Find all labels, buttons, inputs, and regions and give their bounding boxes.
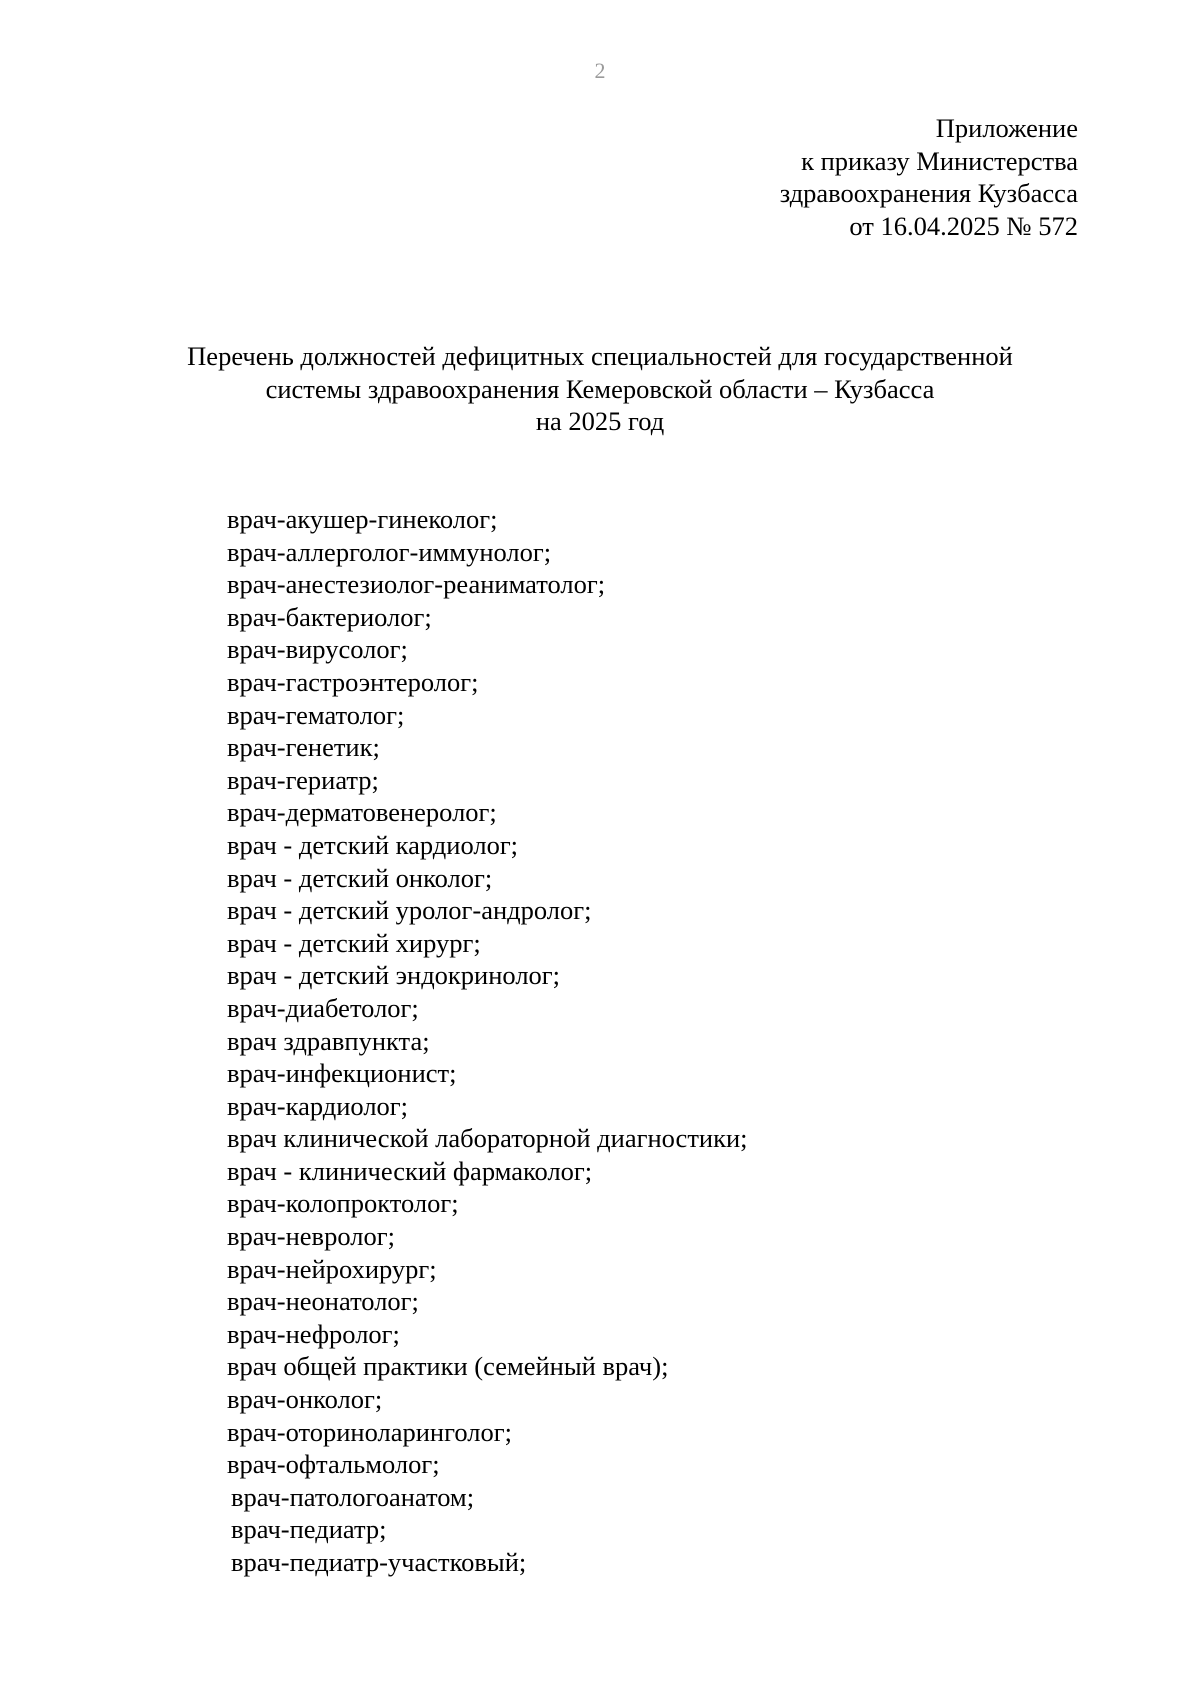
annex-order-ref: к приказу Министерства: [801, 145, 1078, 176]
list-item: врач-гематолог;: [227, 699, 405, 730]
document-title: [0, 340, 1200, 438]
list-item: врач-оториноларинголог;: [227, 1416, 512, 1447]
document-title-line: Перечень должностей дефицитных специальностей для государственной: [187, 341, 1013, 371]
list-item: врач - детский кардиолог;: [227, 829, 519, 860]
list-item: врач-нефролог;: [227, 1318, 400, 1349]
list-item: врач - детский онколог;: [227, 862, 493, 893]
list-item: врач - детский эндокринолог;: [227, 960, 561, 991]
annex-ministry: здравоохранения Кузбасса: [779, 178, 1078, 209]
page-number: 2: [594, 58, 606, 83]
list-item: врач-офтальмолог;: [227, 1449, 440, 1480]
list-item: врач-кардиолог;: [227, 1090, 409, 1121]
document-title-line: системы здравоохранения Кемеровской области – Кузбасса: [265, 373, 935, 404]
list-item: врач-гериатр;: [227, 764, 379, 795]
document-title-line: на 2025 год: [535, 406, 665, 436]
list-item: врач-инфекционист;: [227, 1058, 457, 1089]
list-item: врач-онколог;: [227, 1384, 383, 1415]
list-item: врач-колопроктолог;: [227, 1188, 459, 1219]
list-item: врач - клинический фармаколог;: [227, 1155, 593, 1186]
list-item: врач клинической лабораторной диагностики;: [227, 1123, 748, 1154]
list-item: врач-невролог;: [227, 1221, 395, 1252]
annex-title: Приложение: [935, 113, 1078, 143]
list-item: врач-диабетолог;: [227, 992, 419, 1023]
list-item: врач-вирусолог;: [227, 634, 408, 665]
annex-header: [780, 112, 1078, 243]
annex-date-number: от 16.04.2025 № 572: [849, 211, 1078, 242]
list-item: врач-дерматовенеролог;: [227, 797, 497, 828]
list-item: врач-нейрохирург;: [227, 1253, 437, 1284]
list-item: врач-анестезиолог-реаниматолог;: [227, 569, 606, 600]
list-item: врач - детский уролог-андролог;: [227, 895, 592, 926]
list-item: врач-акушер-гинеколог;: [227, 504, 498, 534]
list-item: врач-гастроэнтеролог;: [227, 666, 479, 697]
list-item: врач-педиатр;: [231, 1514, 387, 1545]
positions-list: [227, 503, 748, 1579]
list-item: врач здравпункта;: [227, 1025, 430, 1056]
list-item: врач общей практики (семейный врач);: [227, 1351, 669, 1382]
list-item: врач-патологоанатом;: [231, 1481, 475, 1512]
list-item: врач-аллерголог-иммунолог;: [227, 536, 552, 567]
list-item: врач - детский хирург;: [227, 927, 481, 958]
list-item: врач-бактериолог;: [227, 601, 432, 632]
list-item: врач-неонатолог;: [227, 1286, 419, 1317]
list-item: врач-генетик;: [227, 732, 380, 763]
list-item: врач-педиатр-участковый;: [231, 1547, 527, 1577]
